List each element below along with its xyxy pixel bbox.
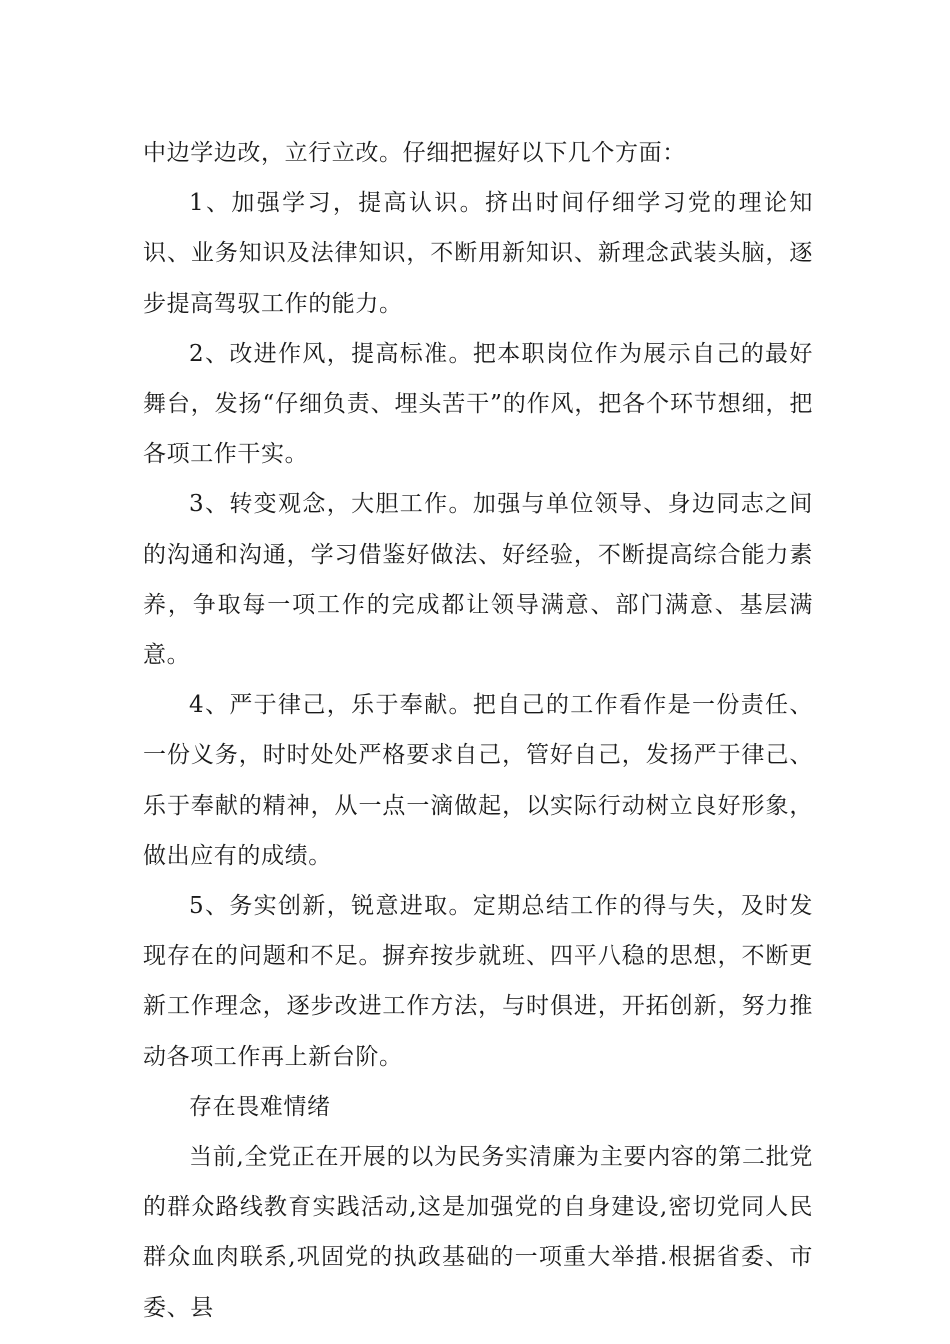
paragraph-item-1: 1、加强学习，提高认识。挤出时间仔细学习党的理论知识、业务知识及法律知识，不断用新知识、新理念武装头脑，逐步提高驾驭工作的能力。: [143, 190, 813, 317]
paragraph-item-2: 2、改进作风，提高标准。把本职岗位作为展示自己的最好舞台，发扬“仔细负责、埋头苦干”的作风，把各个环节想细，把各项工作干实。: [143, 340, 813, 468]
paragraph-intro: 当前,全党正在开展的以为民务实清廉为主要内容的第二批党的群众路线教育实践活动,这是加强党的自身建设,密切党同人民群众血肉联系,巩固党的执政基础的一项重大举措.根据省委、市委、县: [143, 1144, 813, 1321]
paragraph-item-4: 4、严于律己，乐于奉献。把自己的工作看作是一份责任、一份义务，时时处处严格要求自己，管好自己，发扬严于律己、乐于奉献的精神，从一点一滴做起，以实际行动树立良好形象，做出应有的成绩。: [143, 692, 813, 869]
paragraph-item-5: 5、务实创新，锐意进取。定期总结工作的得与失，及时发现存在的问题和不足。摒弃按步就班、四平八稳的思想，不断更新工作理念，逐步改进工作方法，与时俱进，开拓创新，努力推动各项工作再上新台阶。: [143, 893, 813, 1070]
paragraph-item-3: 3、转变观念，大胆工作。加强与单位领导、身边同志之间的沟通和沟通，学习借鉴好做法、好经验，不断提高综合能力素养，争取每一项工作的完成都让领导满意、部门满意、基层满意。: [143, 491, 813, 669]
section-heading: 存在畏难情绪: [189, 1093, 331, 1120]
document-body: [143, 128, 813, 1333]
paragraph-continuation: 中边学边改，立行立改。仔细把握好以下几个方面：: [143, 140, 686, 166]
